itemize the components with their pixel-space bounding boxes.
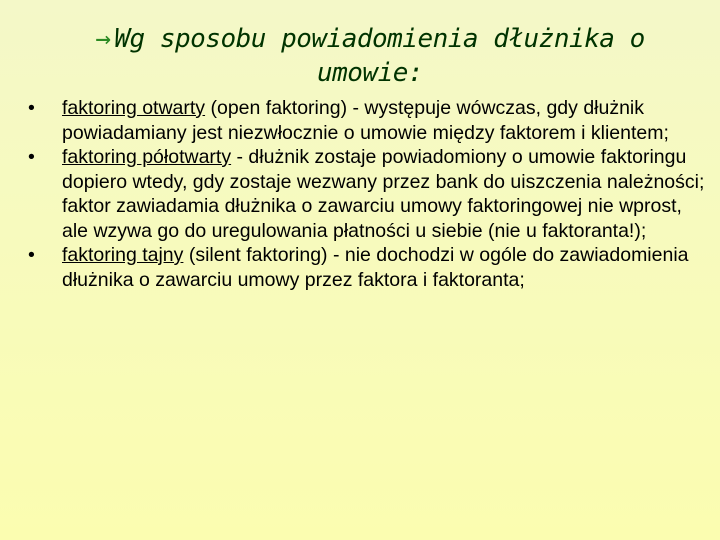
- bullet-item-faktoring-polotwarty: [28, 145, 708, 243]
- bullet-text: (silent faktoring) - nie dochodzi w ogóle do zawiadomienia dłużnika o zawarciu umowy przez faktora i faktoranta;: [62, 244, 689, 291]
- bullet-text: - dłużnik zostaje powiadomiony o umowie faktoringu dopiero wtedy, gdy zostaje wezwany przez bank do uiszczenia należności; faktor zawiadamia dłużnika o zawarciu umowy faktoringowej nie wprost, ale wzywa go do uregulowania płatności u siebie (nie u faktoranta!);: [62, 146, 705, 242]
- title-line-1: Wg sposobu powiadomienia dłużnika o: [114, 24, 645, 54]
- bullet-list: [28, 96, 708, 292]
- bullet-icon: •: [28, 146, 35, 168]
- arrow-right-icon: →: [95, 24, 111, 54]
- bullet-item-faktoring-tajny: [28, 243, 708, 292]
- bullet-text: (open faktoring) - występuje wówczas, gdy dłużnik powiadamiany jest niezwłocznie o umowie między faktorem i klientem;: [62, 97, 669, 144]
- bullet-icon: •: [28, 244, 35, 266]
- title-line-2: umowie:: [316, 58, 424, 88]
- bullet-icon: •: [28, 97, 35, 119]
- bullet-term: faktoring półotwarty: [62, 146, 232, 168]
- bullet-item-faktoring-otwarty: [28, 96, 708, 145]
- bullet-term: faktoring tajny: [62, 244, 184, 266]
- slide-title: [40, 22, 700, 90]
- bullet-term: faktoring otwarty: [62, 97, 206, 119]
